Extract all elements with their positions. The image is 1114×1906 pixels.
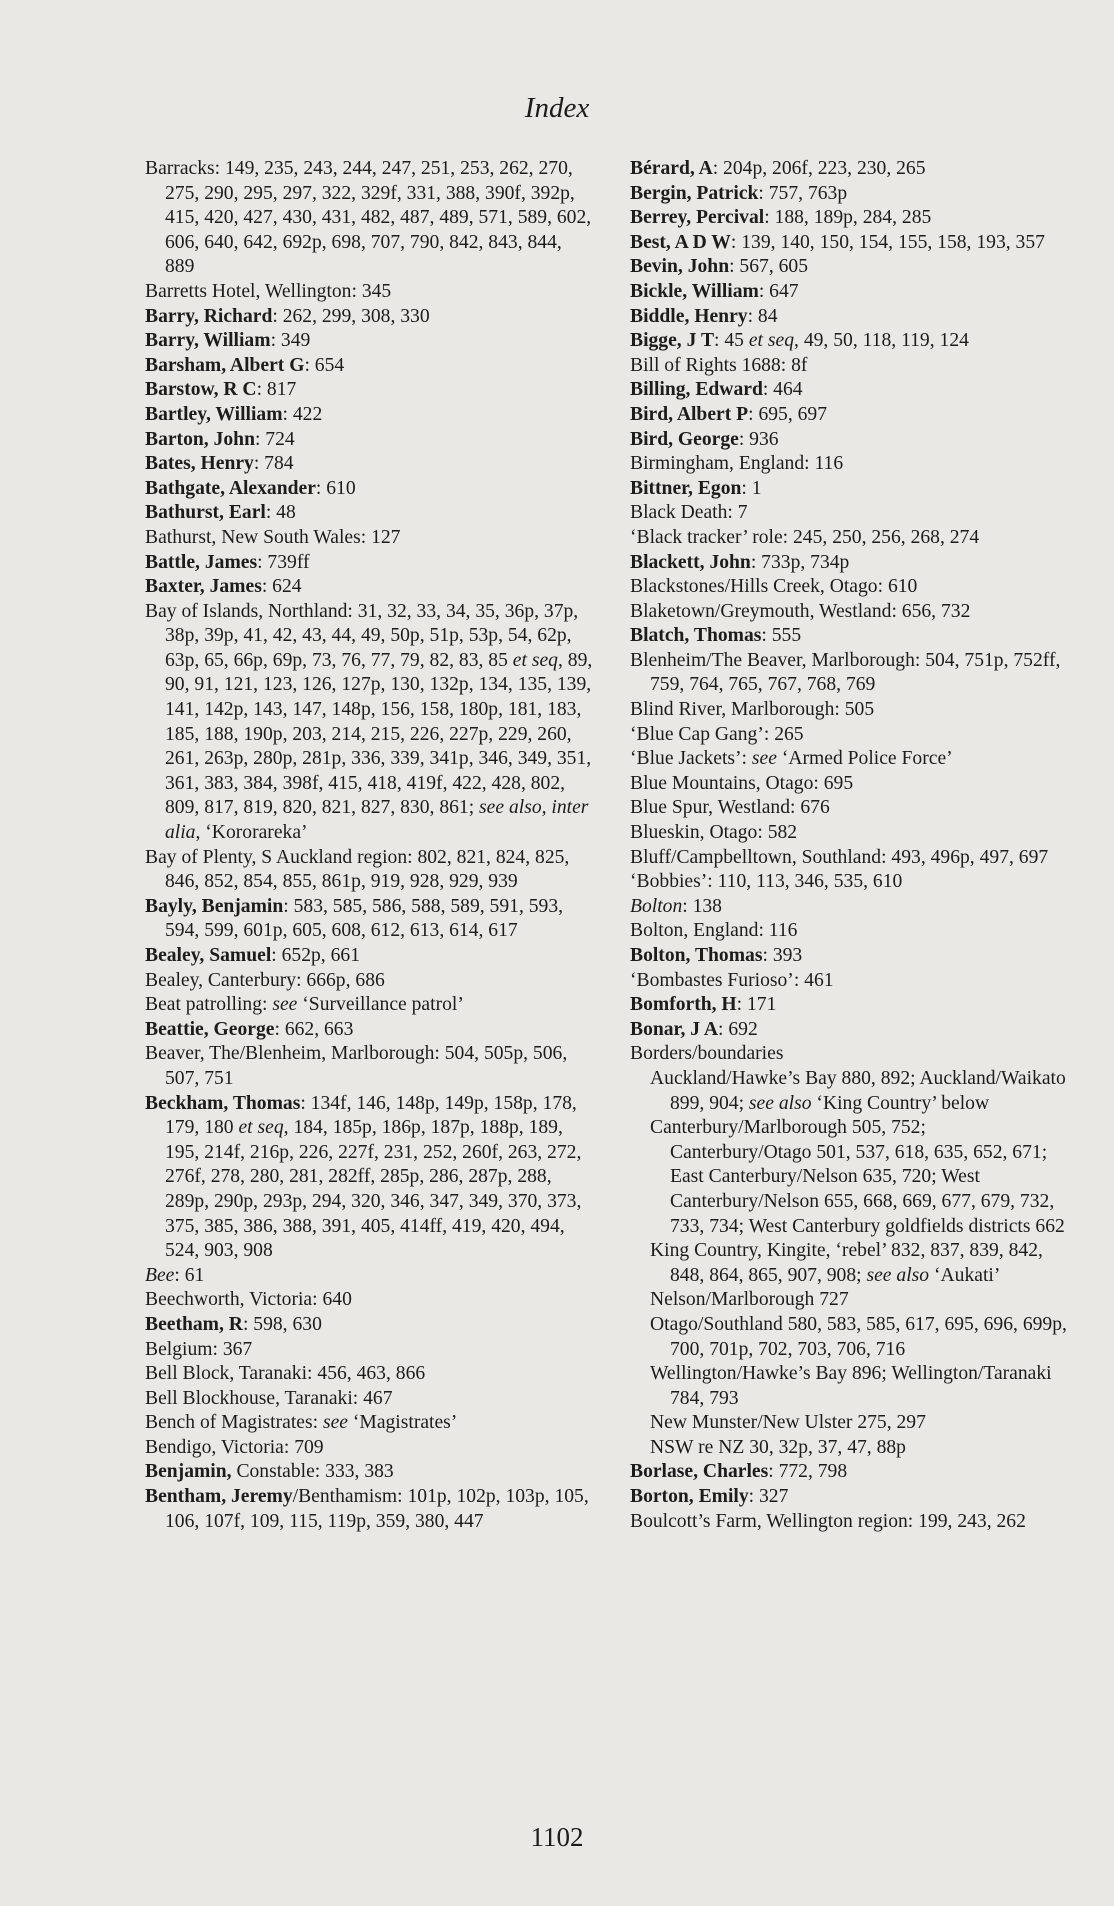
entry-italic-text: et seq bbox=[512, 649, 558, 671]
index-entry bbox=[145, 1042, 595, 1091]
entry-heading: Barry, William bbox=[145, 330, 271, 352]
entry-text: Belgium: 367 bbox=[145, 1338, 253, 1360]
entry-text: ‘Bobbies’: 110, 113, 346, 535, 610 bbox=[630, 871, 903, 893]
entry-text: : 583, 585, 586, 588, 589, 591, 593, 594, 599, 601p, 605, 608, 612, 613, 614, 617 bbox=[165, 895, 564, 942]
entry-heading: Bird, George bbox=[630, 428, 739, 450]
entry-text: Beechworth, Victoria: 640 bbox=[145, 1289, 352, 1311]
entry-text: : 1 bbox=[741, 477, 762, 499]
entry-text: Birmingham, England: 116 bbox=[630, 453, 844, 475]
entry-text: ‘Blue Jackets’: bbox=[630, 748, 752, 770]
entry-heading: Bevin, John bbox=[630, 256, 730, 278]
index-entry bbox=[145, 993, 595, 1018]
entry-text: : 393 bbox=[762, 945, 803, 966]
index-entry bbox=[630, 551, 1070, 576]
index-entry bbox=[145, 1313, 595, 1338]
entry-text: Bell Block, Taranaki: 456, 463, 866 bbox=[145, 1363, 426, 1385]
entry-text: : 262, 299, 308, 330 bbox=[272, 305, 430, 327]
index-subentry bbox=[630, 1313, 1070, 1362]
entry-text: : 772, 798 bbox=[768, 1461, 848, 1483]
index-entry bbox=[145, 526, 595, 551]
entry-text: Blue Spur, Westland: 676 bbox=[630, 797, 830, 819]
index-entry bbox=[145, 969, 595, 994]
entry-heading: Bentham, Jeremy bbox=[145, 1486, 293, 1508]
entry-heading: Biddle, Henry bbox=[630, 305, 748, 327]
entry-italic-text: see also, inter alia bbox=[165, 797, 589, 844]
entry-heading: Bomforth, H bbox=[630, 994, 737, 1016]
entry-italic-text: et seq bbox=[748, 330, 795, 352]
entry-text: Beat patrolling: bbox=[145, 994, 273, 1016]
entry-text: Blenheim/The Beaver, Marlborough: 504, 751p, 752ff, 759, 764, 765, 767, 768, 769 bbox=[630, 649, 1061, 696]
entry-heading: Bealey, Samuel bbox=[145, 945, 272, 966]
index-entry bbox=[630, 919, 1070, 944]
entry-heading: Bird, Albert P bbox=[630, 403, 749, 425]
index-column-right bbox=[630, 157, 1070, 1534]
entry-text: : 784 bbox=[253, 453, 294, 475]
entry-text: Blue Mountains, Otago: 695 bbox=[630, 772, 854, 794]
index-entry bbox=[145, 305, 595, 330]
entry-text: : 652p, 661 bbox=[271, 945, 360, 966]
entry-text: : 349 bbox=[270, 330, 311, 352]
entry-text: : 692 bbox=[718, 1018, 758, 1040]
entry-text: ‘Magistrates’ bbox=[347, 1412, 458, 1434]
entry-heading: Bates, Henry bbox=[145, 453, 254, 475]
entry-heading: Beattie, George bbox=[145, 1018, 275, 1040]
index-entry bbox=[145, 1411, 595, 1436]
entry-text: : 567, 605 bbox=[729, 256, 809, 278]
entry-heading: Borton, Emily bbox=[630, 1486, 749, 1508]
entry-text: New Munster/New Ulster 275, 297 bbox=[650, 1412, 926, 1434]
page-number: 1102 bbox=[530, 1822, 584, 1852]
entry-text: Bealey, Canterbury: 666p, 686 bbox=[145, 969, 385, 991]
entry-text: Bolton, England: 116 bbox=[630, 920, 798, 942]
entry-heading: Bathurst, Earl bbox=[145, 502, 266, 524]
entry-text: : 555 bbox=[761, 625, 802, 647]
index-entry bbox=[630, 477, 1070, 502]
index-entry bbox=[145, 428, 595, 453]
entry-text: ‘Armed Police Force’ bbox=[776, 748, 953, 770]
index-entry bbox=[630, 698, 1070, 723]
index-entry bbox=[630, 1018, 1070, 1043]
entry-heading: Barstow, R C bbox=[145, 379, 257, 401]
entry-text: : 654 bbox=[304, 354, 345, 376]
entry-italic-text: et seq bbox=[238, 1117, 284, 1139]
entry-text: ‘King Country’ below bbox=[811, 1092, 990, 1114]
entry-heading: Bathgate, Alexander bbox=[145, 477, 316, 499]
index-entry bbox=[630, 206, 1070, 231]
entry-text: Bathurst, New South Wales: 127 bbox=[145, 526, 401, 548]
index-subentry bbox=[630, 1411, 1070, 1436]
entry-text: , 89, 90, 91, 121, 123, 126, 127p, 130, 132p, 134, 135, 139, 141, 142p, 143, 147, 148p, 156, 158, 180p, 181, 183, 185, 188, 190p, 203, 214, 215, 226, 227p, 229, 260, 261, 263p, 280p, 281p, 336, 339, 341p, 346, 349, 351, 361, 383, 384, 398f, 415, 418, 419f, 422, 428, 802, 809, 817, 819, 820, 821, 827, 830, 861; bbox=[165, 649, 593, 819]
entry-heading: Berrey, Percival bbox=[630, 207, 765, 229]
index-entry bbox=[630, 1510, 1070, 1535]
index-entry bbox=[630, 1485, 1070, 1510]
entry-text: : 84 bbox=[747, 305, 778, 327]
entry-text: : 327 bbox=[748, 1486, 789, 1508]
entry-text: Blueskin, Otago: 582 bbox=[630, 822, 798, 844]
index-entry bbox=[630, 378, 1070, 403]
entry-text: : 204p, 206f, 223, 230, 265 bbox=[712, 158, 926, 179]
entry-text: Borders/boundaries bbox=[630, 1043, 784, 1065]
entry-text: : 817 bbox=[256, 379, 297, 401]
entry-text: Otago/Southland 580, 583, 585, 617, 695, 696, 699p, 700, 701p, 702, 703, 706, 716 bbox=[650, 1313, 1067, 1360]
entry-heading: Billing, Edward bbox=[630, 379, 763, 401]
entry-text: : 610 bbox=[315, 477, 356, 499]
index-entry bbox=[630, 428, 1070, 453]
index-column-left bbox=[145, 157, 595, 1534]
index-entry bbox=[630, 821, 1070, 846]
entry-italic-text: see also bbox=[866, 1264, 930, 1286]
entry-text: Bay of Plenty, S Auckland region: 802, 821, 824, 825, 846, 852, 854, 855, 861p, 919, 928, 929, 939 bbox=[145, 846, 570, 893]
index-entry bbox=[630, 624, 1070, 649]
index-entry bbox=[145, 575, 595, 600]
index-entry bbox=[145, 1362, 595, 1387]
entry-text: Blind River, Marlborough: 505 bbox=[630, 699, 875, 721]
index-entry bbox=[630, 1042, 1070, 1067]
entry-text: Barracks: 149, 235, 243, 244, 247, 251, 253, 262, 270, 275, 290, 295, 297, 322, 329f, 331, 388, 390f, 392p, 415, 420, 427, 430, 431, 482, 487, 489, 571, 589, 602, 606, 640, 642, 692p, 698, 707, 790, 842, 843, 844, 889 bbox=[145, 158, 592, 278]
index-subentry bbox=[630, 1116, 1070, 1239]
entry-heading: Borlase, Charles bbox=[630, 1461, 769, 1483]
index-entry bbox=[630, 280, 1070, 305]
entry-heading: Bigge, J T bbox=[630, 330, 715, 352]
index-entry bbox=[145, 501, 595, 526]
entry-heading: Barry, Richard bbox=[145, 305, 273, 327]
index-entry bbox=[145, 280, 595, 305]
entry-text: : 624 bbox=[261, 576, 302, 598]
entry-text: : 464 bbox=[762, 379, 803, 401]
entry-text: : 739ff bbox=[257, 551, 310, 573]
entry-text: ‘Blue Cap Gang’: 265 bbox=[630, 723, 804, 745]
index-entry bbox=[630, 452, 1070, 477]
entry-text: ‘Bombastes Furioso’: 461 bbox=[630, 969, 834, 991]
index-entry bbox=[145, 329, 595, 354]
entry-heading: Bonar, J A bbox=[630, 1018, 719, 1040]
index-entry bbox=[145, 895, 595, 944]
index-entry bbox=[630, 255, 1070, 280]
index-entry bbox=[630, 182, 1070, 207]
entry-heading: Bartley, William bbox=[145, 403, 283, 425]
entry-heading: Barton, John bbox=[145, 428, 255, 450]
entry-text: , ‘Kororareka’ bbox=[195, 822, 308, 844]
entry-text: Bill of Rights 1688: 8f bbox=[630, 354, 808, 376]
entry-text: Bench of Magistrates: bbox=[145, 1412, 323, 1434]
index-entry bbox=[630, 993, 1070, 1018]
index-subentry bbox=[630, 1067, 1070, 1116]
index-entry bbox=[630, 846, 1070, 871]
entry-text: ‘Black tracker’ role: 245, 250, 256, 268, 274 bbox=[630, 526, 980, 548]
entry-heading: Beetham, R bbox=[145, 1313, 243, 1335]
index-entry bbox=[630, 944, 1070, 969]
entry-heading: Blatch, Thomas bbox=[630, 625, 762, 647]
entry-italic-text: see bbox=[322, 1412, 348, 1434]
entry-heading: Bittner, Egon bbox=[630, 477, 742, 499]
index-entry bbox=[145, 944, 595, 969]
entry-text: Canterbury/Marlborough 505, 752; Canterbury/Otago 501, 537, 618, 635, 652, 671; East Canterbury/Nelson 635, 720; West Canterbury/Nelson 655, 668, 669, 677, 679, 732, 733, 734; West Canterbury goldfields districts 662 bbox=[650, 1117, 1065, 1237]
index-subentry bbox=[630, 1288, 1070, 1313]
entry-text: : 757, 763p bbox=[758, 182, 848, 204]
index-entry bbox=[630, 600, 1070, 625]
index-entry bbox=[630, 1460, 1070, 1485]
index-entry bbox=[630, 501, 1070, 526]
entry-heading: Beckham, Thomas bbox=[145, 1092, 301, 1114]
entry-text: Black Death: 7 bbox=[630, 502, 748, 524]
entry-text: : 422 bbox=[282, 403, 323, 425]
index-entry bbox=[145, 551, 595, 576]
entry-text: King Country, Kingite, ‘rebel’ 832, 837, 839, 842, 848, 864, 865, 907, 908; bbox=[650, 1240, 1043, 1286]
index-entry bbox=[145, 846, 595, 895]
index-subentry bbox=[630, 1436, 1070, 1461]
entry-text: : 724 bbox=[254, 428, 295, 450]
index-entry bbox=[145, 1485, 595, 1534]
index-entry bbox=[630, 747, 1070, 772]
entry-text: ‘Surveillance patrol’ bbox=[297, 994, 464, 1016]
index-entry bbox=[630, 649, 1070, 698]
index-entry bbox=[630, 772, 1070, 797]
entry-italic-text: see bbox=[751, 748, 777, 770]
index-entry bbox=[630, 526, 1070, 551]
index-entry bbox=[145, 477, 595, 502]
entry-text: : 598, 630 bbox=[242, 1313, 322, 1335]
entry-italic-text: Bee bbox=[145, 1264, 175, 1286]
index-entry bbox=[145, 1092, 595, 1264]
index-entry bbox=[630, 231, 1070, 256]
entry-text: Blaketown/Greymouth, Westland: 656, 732 bbox=[630, 600, 971, 622]
entry-heading: Bergin, Patrick bbox=[630, 182, 759, 204]
entry-text: Barretts Hotel, Wellington: 345 bbox=[145, 280, 392, 302]
entry-heading: Bérard, A bbox=[630, 158, 713, 179]
entry-text: Auckland/Hawke’s Bay 880, 892; Auckland/Waikato 899, 904; bbox=[650, 1067, 1066, 1114]
entry-heading: Baxter, James bbox=[145, 576, 262, 598]
entry-heading: Blackett, John bbox=[630, 551, 751, 573]
entry-text: Bell Blockhouse, Taranaki: 467 bbox=[145, 1387, 393, 1409]
index-entry bbox=[145, 354, 595, 379]
entry-text: : 936 bbox=[738, 428, 779, 450]
entry-heading: Bickle, William bbox=[630, 280, 759, 302]
index-entry bbox=[630, 157, 1070, 182]
entry-text: : 138 bbox=[682, 895, 722, 917]
index-subentry bbox=[630, 1362, 1070, 1411]
index-entry bbox=[630, 723, 1070, 748]
entry-text: : 48 bbox=[265, 502, 296, 524]
index-entry bbox=[630, 329, 1070, 354]
entry-heading: Battle, James bbox=[145, 551, 258, 573]
entry-text: : 134f, 146, 148p, 149p, 158p, 178, 179, 180 bbox=[165, 1092, 577, 1139]
index-entry bbox=[630, 305, 1070, 330]
entry-text: : 171 bbox=[736, 994, 777, 1016]
entry-text: : 61 bbox=[174, 1264, 205, 1286]
entry-text: : 662, 663 bbox=[274, 1018, 354, 1040]
entry-heading: Bayly, Benjamin bbox=[145, 895, 284, 917]
entry-text: : 188, 189p, 284, 285 bbox=[764, 207, 932, 229]
entry-text: Constable: 333, 383 bbox=[231, 1461, 394, 1483]
index-entry bbox=[630, 575, 1070, 600]
entry-text: : 647 bbox=[758, 280, 799, 302]
index-entry bbox=[145, 1018, 595, 1043]
entry-text: Boulcott’s Farm, Wellington region: 199, 243, 262 bbox=[630, 1510, 1026, 1532]
entry-heading: Barsham, Albert G bbox=[145, 354, 305, 376]
index-entry bbox=[145, 1387, 595, 1412]
index-entry bbox=[145, 403, 595, 428]
entry-italic-text: see also bbox=[748, 1092, 812, 1114]
entry-text: : 45 bbox=[714, 330, 749, 352]
index-subentry bbox=[630, 1239, 1070, 1288]
index-entry bbox=[145, 1264, 595, 1289]
index-entry bbox=[630, 354, 1070, 379]
entry-text: Beaver, The/Blenheim, Marlborough: 504, 505p, 506, 507, 751 bbox=[145, 1043, 568, 1089]
index-entry bbox=[145, 1288, 595, 1313]
entry-text: Bluff/Campbelltown, Southland: 493, 496p, 497, 697 bbox=[630, 846, 1049, 868]
index-entry bbox=[630, 796, 1070, 821]
entry-text: Nelson/Marlborough 727 bbox=[650, 1289, 849, 1311]
entry-text: : 733p, 734p bbox=[750, 551, 850, 573]
index-entry bbox=[145, 1436, 595, 1461]
entry-text: : 139, 140, 150, 154, 155, 158, 193, 357 bbox=[730, 231, 1045, 253]
entry-text: /Benthamism: 101p, 102p, 103p, 105, 106, 107f, 109, 115, 119p, 359, 380, 447 bbox=[165, 1486, 589, 1532]
index-entry bbox=[145, 452, 595, 477]
entry-heading: Bolton, Thomas bbox=[630, 945, 763, 966]
entry-heading: Benjamin, bbox=[145, 1461, 232, 1483]
entry-heading: Best, A D W bbox=[630, 231, 731, 253]
entry-text: Bay of Islands, Northland: 31, 32, 33, 34, 35, 36p, 37p, 38p, 39p, 41, 42, 43, 44, 49, 50p, 51p, 53p, 54, 62p, 63p, 65, 66p, 69p, 73, 76, 77, 79, 82, 83, 85 bbox=[145, 600, 579, 671]
index-entry bbox=[145, 378, 595, 403]
entry-text: ‘Aukati’ bbox=[929, 1264, 1001, 1286]
entry-text: Bendigo, Victoria: 709 bbox=[145, 1436, 324, 1458]
index-entry bbox=[145, 1460, 595, 1485]
entry-text: Wellington/Hawke’s Bay 896; Wellington/Taranaki 784, 793 bbox=[650, 1363, 1052, 1409]
index-entry bbox=[145, 1338, 595, 1363]
index-entry bbox=[630, 969, 1070, 994]
entry-text: Blackstones/Hills Creek, Otago: 610 bbox=[630, 576, 918, 598]
entry-italic-text: see bbox=[272, 994, 298, 1016]
index-entry bbox=[630, 895, 1070, 920]
page-title: Index bbox=[524, 92, 590, 124]
entry-text: NSW re NZ 30, 32p, 37, 47, 88p bbox=[650, 1436, 906, 1458]
index-entry bbox=[630, 403, 1070, 428]
entry-text: , 184, 185p, 186p, 187p, 188p, 189, 195, 214f, 216p, 226, 227f, 231, 252, 260f, 263, 272, 276f, 278, 280, 281, 282ff, 285p, 286, 287p, 288, 289p, 290p, 293p, 294, 320, 346, 347, 349, 370, 373, 375, 385, 386, 388, 391, 405, 414ff, 419, 420, 494, 524, 903, 908 bbox=[165, 1117, 582, 1262]
entry-italic-text: Bolton bbox=[630, 895, 683, 917]
entry-text: , 49, 50, 118, 119, 124 bbox=[794, 330, 969, 352]
entry-text: : 695, 697 bbox=[748, 403, 828, 425]
index-entry bbox=[145, 157, 595, 280]
index-entry bbox=[145, 600, 595, 846]
index-entry bbox=[630, 870, 1070, 895]
